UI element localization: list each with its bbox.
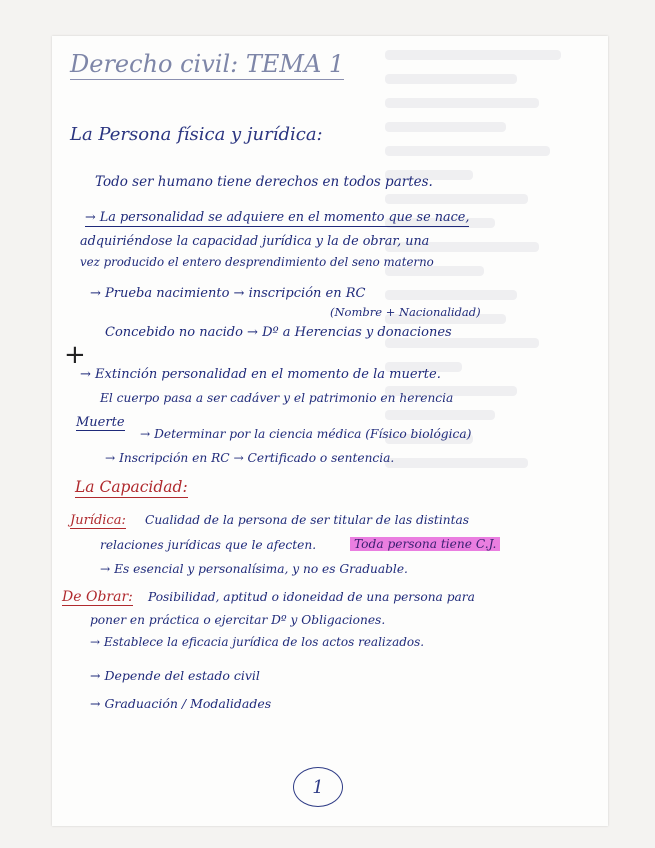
note-line-5: → Prueba nacimiento → inscripción en RC [90, 286, 366, 301]
note-muerte-label: Muerte [76, 415, 125, 430]
note-line-11: → Determinar por la ciencia médica (Físico biológica) [140, 427, 472, 441]
note-line-23: → Depende del estado civil [90, 668, 260, 683]
note-line-4: vez producido el entero desprendimiento del seno materno [80, 255, 434, 269]
label-juridica: Jurídica: [70, 513, 126, 528]
note-line-3: adquiriéndose la capacidad jurídica y la de obrar, una [80, 234, 430, 249]
page-number: 1 [293, 767, 343, 807]
note-line-18: → Es esencial y personalísima, y no es Graduable. [100, 562, 408, 576]
highlighted-note: Toda persona tiene C.J. [350, 537, 500, 551]
heading-persona: La Persona física y jurídica: [70, 124, 323, 145]
note-line-12: → Inscripción en RC → Certificado o sentencia. [105, 451, 395, 465]
note-line-2: → La personalidad se adquiere en el momento que se nace, [85, 210, 470, 225]
note-line-7: Concebido no nacido → Dº a Herencias y donaciones [105, 325, 452, 340]
note-line-1: Todo ser humano tiene derechos en todos partes. [95, 174, 433, 190]
page-title: Derecho civil: TEMA 1 [70, 50, 345, 78]
heading-capacidad: La Capacidad: [75, 478, 188, 496]
note-line-6: (Nombre + Nacionalidad) [330, 305, 481, 319]
note-line-15: Cualidad de la persona de ser titular de las distintas [145, 513, 469, 527]
cross-mark-icon: + [64, 340, 86, 370]
note-line-20: Posibilidad, aptitud o idoneidad de una persona para [148, 590, 475, 604]
note-line-9: El cuerpo pasa a ser cadáver y el patrimonio en herencia [100, 391, 454, 405]
note-line-8: → Extinción personalidad en el momento de la muerte. [80, 367, 441, 382]
note-line-22: → Establece la eficacia jurídica de los actos realizados. [90, 635, 425, 649]
note-line-24: → Graduación / Modalidades [90, 696, 272, 711]
label-de-obrar: De Obrar: [62, 589, 133, 605]
note-line-16: relaciones jurídicas que le afecten. [100, 538, 317, 552]
note-line-21: poner en práctica o ejercitar Dº y Obligaciones. [90, 613, 386, 627]
